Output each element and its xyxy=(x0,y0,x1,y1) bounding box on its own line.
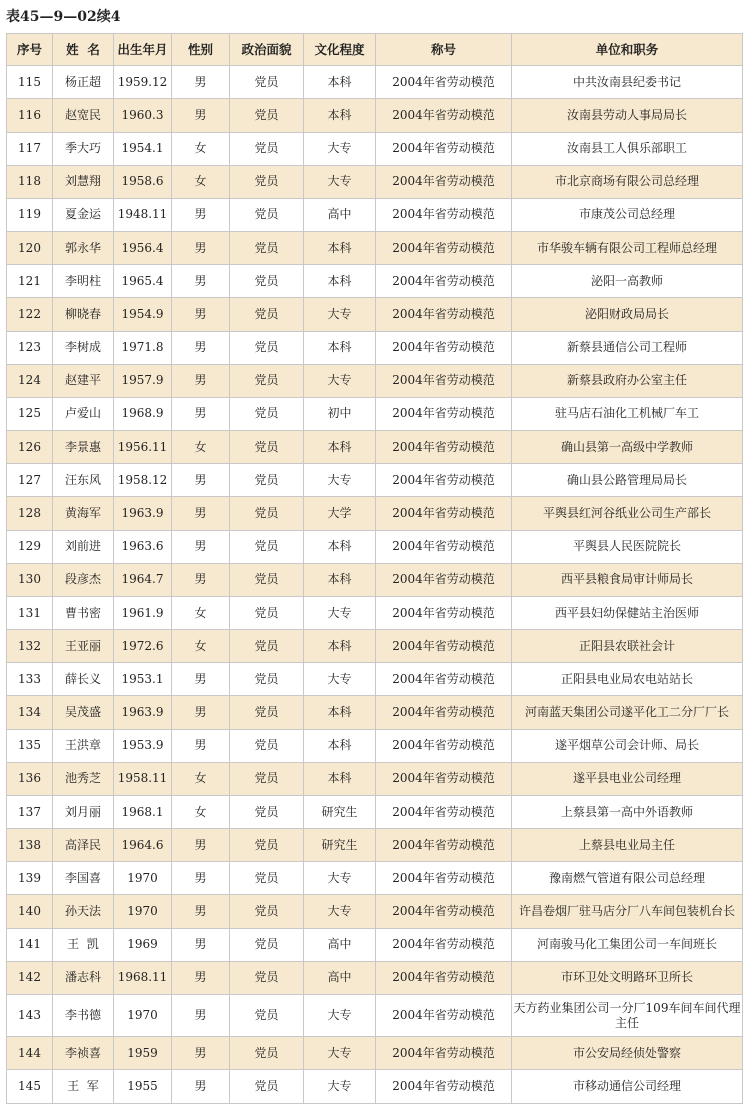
title-cell: 2004年省劳动模范 xyxy=(376,663,512,696)
education-cell: 本科 xyxy=(304,729,376,762)
birth-cell: 1965.4 xyxy=(114,265,172,298)
position-cell: 遂平烟草公司会计师、局长 xyxy=(512,729,743,762)
position-cell: 汝南县劳动人事局局长 xyxy=(512,99,743,132)
title-cell: 2004年省劳动模范 xyxy=(376,232,512,265)
index-cell: 140 xyxy=(7,895,53,928)
title-cell: 2004年省劳动模范 xyxy=(376,431,512,464)
position-cell: 泌阳财政局局长 xyxy=(512,298,743,331)
birth-cell: 1953.1 xyxy=(114,663,172,696)
title-cell: 2004年省劳动模范 xyxy=(376,530,512,563)
political-cell: 党员 xyxy=(230,994,304,1036)
position-cell: 市移动通信公司经理 xyxy=(512,1070,743,1104)
education-cell: 初中 xyxy=(304,397,376,430)
table-row xyxy=(7,829,743,862)
name-cell: 王 凯 xyxy=(53,928,114,961)
index-cell: 139 xyxy=(7,862,53,895)
position-cell: 新蔡县政府办公室主任 xyxy=(512,364,743,397)
index-cell: 126 xyxy=(7,431,53,464)
education-cell: 大专 xyxy=(304,364,376,397)
education-cell: 本科 xyxy=(304,99,376,132)
position-cell: 中共汝南县纪委书记 xyxy=(512,66,743,99)
header-cell-education: 文化程度 xyxy=(304,34,376,66)
political-cell: 党员 xyxy=(230,431,304,464)
index-cell: 132 xyxy=(7,630,53,663)
gender-cell: 女 xyxy=(172,762,230,795)
birth-cell: 1969 xyxy=(114,928,172,961)
title-cell: 2004年省劳动模范 xyxy=(376,928,512,961)
gender-cell: 男 xyxy=(172,928,230,961)
index-cell: 137 xyxy=(7,795,53,828)
position-cell: 上蔡县电业局主任 xyxy=(512,829,743,862)
birth-cell: 1972.6 xyxy=(114,630,172,663)
index-cell: 130 xyxy=(7,563,53,596)
index-cell: 131 xyxy=(7,596,53,629)
education-cell: 高中 xyxy=(304,928,376,961)
title-cell: 2004年省劳动模范 xyxy=(376,66,512,99)
education-cell: 大专 xyxy=(304,1037,376,1070)
education-cell: 本科 xyxy=(304,630,376,663)
position-cell: 市华骏车辆有限公司工程师总经理 xyxy=(512,232,743,265)
name-cell: 赵建平 xyxy=(53,364,114,397)
education-cell: 大学 xyxy=(304,497,376,530)
header-cell-name: 姓 名 xyxy=(53,34,114,66)
position-cell: 河南骏马化工集团公司一车间班长 xyxy=(512,928,743,961)
gender-cell: 男 xyxy=(172,994,230,1036)
political-cell: 党员 xyxy=(230,762,304,795)
education-cell: 高中 xyxy=(304,961,376,994)
index-cell: 141 xyxy=(7,928,53,961)
gender-cell: 男 xyxy=(172,66,230,99)
table-row xyxy=(7,762,743,795)
birth-cell: 1959.12 xyxy=(114,66,172,99)
position-cell: 泌阳一高教师 xyxy=(512,265,743,298)
name-cell: 杨正超 xyxy=(53,66,114,99)
education-cell: 本科 xyxy=(304,232,376,265)
table-row xyxy=(7,696,743,729)
name-cell: 李景惠 xyxy=(53,431,114,464)
political-cell: 党员 xyxy=(230,1037,304,1070)
political-cell: 党员 xyxy=(230,66,304,99)
title-cell: 2004年省劳动模范 xyxy=(376,1070,512,1104)
birth-cell: 1948.11 xyxy=(114,198,172,231)
name-cell: 王洪章 xyxy=(53,729,114,762)
position-cell: 许昌卷烟厂驻马店分厂八车间包装机台长 xyxy=(512,895,743,928)
gender-cell: 女 xyxy=(172,596,230,629)
index-cell: 115 xyxy=(7,66,53,99)
position-cell: 河南蓝天集团公司遂平化工二分厂厂长 xyxy=(512,696,743,729)
position-cell: 市康茂公司总经理 xyxy=(512,198,743,231)
table-row xyxy=(7,596,743,629)
table-row xyxy=(7,1037,743,1070)
birth-cell: 1957.9 xyxy=(114,364,172,397)
name-cell: 段彦杰 xyxy=(53,563,114,596)
education-cell: 大专 xyxy=(304,895,376,928)
table-row xyxy=(7,1070,743,1104)
education-cell: 本科 xyxy=(304,331,376,364)
position-cell: 西平县粮食局审计师局长 xyxy=(512,563,743,596)
gender-cell: 男 xyxy=(172,729,230,762)
birth-cell: 1958.11 xyxy=(114,762,172,795)
table-row xyxy=(7,663,743,696)
header-cell-title: 称号 xyxy=(376,34,512,66)
title-cell: 2004年省劳动模范 xyxy=(376,696,512,729)
education-cell: 研究生 xyxy=(304,795,376,828)
name-cell: 吴茂盛 xyxy=(53,696,114,729)
name-cell: 郭永华 xyxy=(53,232,114,265)
award-table xyxy=(6,33,743,1104)
title-cell: 2004年省劳动模范 xyxy=(376,961,512,994)
education-cell: 大专 xyxy=(304,596,376,629)
political-cell: 党员 xyxy=(230,298,304,331)
political-cell: 党员 xyxy=(230,1070,304,1104)
political-cell: 党员 xyxy=(230,99,304,132)
header-row xyxy=(7,34,743,66)
name-cell: 刘慧翔 xyxy=(53,165,114,198)
birth-cell: 1953.9 xyxy=(114,729,172,762)
gender-cell: 男 xyxy=(172,829,230,862)
name-cell: 赵宽民 xyxy=(53,99,114,132)
birth-cell: 1956.11 xyxy=(114,431,172,464)
index-cell: 120 xyxy=(7,232,53,265)
index-cell: 117 xyxy=(7,132,53,165)
position-cell: 平舆县红河谷纸业公司生产部长 xyxy=(512,497,743,530)
gender-cell: 男 xyxy=(172,563,230,596)
political-cell: 党员 xyxy=(230,331,304,364)
index-cell: 142 xyxy=(7,961,53,994)
birth-cell: 1960.3 xyxy=(114,99,172,132)
title-cell: 2004年省劳动模范 xyxy=(376,895,512,928)
name-cell: 薛长义 xyxy=(53,663,114,696)
table-row xyxy=(7,132,743,165)
position-cell: 豫南燃气管道有限公司总经理 xyxy=(512,862,743,895)
header-cell-political: 政治面貌 xyxy=(230,34,304,66)
title-cell: 2004年省劳动模范 xyxy=(376,132,512,165)
name-cell: 柳晓春 xyxy=(53,298,114,331)
gender-cell: 男 xyxy=(172,99,230,132)
table-row xyxy=(7,862,743,895)
gender-cell: 男 xyxy=(172,331,230,364)
table-row xyxy=(7,994,743,1036)
political-cell: 党员 xyxy=(230,397,304,430)
gender-cell: 男 xyxy=(172,232,230,265)
title-cell: 2004年省劳动模范 xyxy=(376,563,512,596)
birth-cell: 1961.9 xyxy=(114,596,172,629)
title-cell: 2004年省劳动模范 xyxy=(376,729,512,762)
title-cell: 2004年省劳动模范 xyxy=(376,497,512,530)
position-cell: 新蔡县通信公司工程师 xyxy=(512,331,743,364)
index-cell: 118 xyxy=(7,165,53,198)
education-cell: 大专 xyxy=(304,132,376,165)
name-cell: 曹书密 xyxy=(53,596,114,629)
table-row xyxy=(7,232,743,265)
title-cell: 2004年省劳动模范 xyxy=(376,99,512,132)
political-cell: 党员 xyxy=(230,232,304,265)
political-cell: 党员 xyxy=(230,596,304,629)
title-cell: 2004年省劳动模范 xyxy=(376,829,512,862)
table-row xyxy=(7,66,743,99)
title-cell: 2004年省劳动模范 xyxy=(376,630,512,663)
gender-cell: 男 xyxy=(172,530,230,563)
table-row xyxy=(7,928,743,961)
index-cell: 116 xyxy=(7,99,53,132)
birth-cell: 1970 xyxy=(114,994,172,1036)
position-cell: 市北京商场有限公司总经理 xyxy=(512,165,743,198)
birth-cell: 1964.7 xyxy=(114,563,172,596)
name-cell: 刘前进 xyxy=(53,530,114,563)
name-cell: 池秀芝 xyxy=(53,762,114,795)
political-cell: 党员 xyxy=(230,464,304,497)
birth-cell: 1970 xyxy=(114,895,172,928)
position-cell: 驻马店石油化工机械厂车工 xyxy=(512,397,743,430)
gender-cell: 男 xyxy=(172,895,230,928)
political-cell: 党员 xyxy=(230,895,304,928)
name-cell: 李树成 xyxy=(53,331,114,364)
political-cell: 党员 xyxy=(230,563,304,596)
name-cell: 李祯喜 xyxy=(53,1037,114,1070)
birth-cell: 1968.1 xyxy=(114,795,172,828)
index-cell: 127 xyxy=(7,464,53,497)
table-row xyxy=(7,895,743,928)
gender-cell: 女 xyxy=(172,795,230,828)
education-cell: 本科 xyxy=(304,431,376,464)
position-cell: 正阳县农联社会计 xyxy=(512,630,743,663)
table-row xyxy=(7,397,743,430)
index-cell: 122 xyxy=(7,298,53,331)
education-cell: 本科 xyxy=(304,563,376,596)
title-cell: 2004年省劳动模范 xyxy=(376,795,512,828)
gender-cell: 女 xyxy=(172,630,230,663)
political-cell: 党员 xyxy=(230,165,304,198)
position-cell: 汝南县工人俱乐部职工 xyxy=(512,132,743,165)
index-cell: 119 xyxy=(7,198,53,231)
table-row xyxy=(7,198,743,231)
position-cell: 确山县公路管理局局长 xyxy=(512,464,743,497)
political-cell: 党员 xyxy=(230,795,304,828)
gender-cell: 男 xyxy=(172,663,230,696)
header-cell-birth: 出生年月 xyxy=(114,34,172,66)
position-cell: 正阳县电业局农电站站长 xyxy=(512,663,743,696)
name-cell: 刘月丽 xyxy=(53,795,114,828)
index-cell: 138 xyxy=(7,829,53,862)
political-cell: 党员 xyxy=(230,696,304,729)
table-row xyxy=(7,99,743,132)
name-cell: 李明柱 xyxy=(53,265,114,298)
name-cell: 汪东风 xyxy=(53,464,114,497)
index-cell: 133 xyxy=(7,663,53,696)
birth-cell: 1970 xyxy=(114,862,172,895)
table-row xyxy=(7,265,743,298)
gender-cell: 男 xyxy=(172,298,230,331)
birth-cell: 1971.8 xyxy=(114,331,172,364)
education-cell: 大专 xyxy=(304,1070,376,1104)
header-cell-index: 序号 xyxy=(7,34,53,66)
name-cell: 夏金运 xyxy=(53,198,114,231)
table-row xyxy=(7,364,743,397)
table-row xyxy=(7,530,743,563)
birth-cell: 1963.6 xyxy=(114,530,172,563)
title-cell: 2004年省劳动模范 xyxy=(376,762,512,795)
political-cell: 党员 xyxy=(230,198,304,231)
index-cell: 125 xyxy=(7,397,53,430)
index-cell: 143 xyxy=(7,994,53,1036)
name-cell: 高泽民 xyxy=(53,829,114,862)
name-cell: 孙天法 xyxy=(53,895,114,928)
political-cell: 党员 xyxy=(230,729,304,762)
gender-cell: 男 xyxy=(172,862,230,895)
table-row xyxy=(7,464,743,497)
table-row xyxy=(7,331,743,364)
position-cell: 西平县妇幼保健站主治医师 xyxy=(512,596,743,629)
title-cell: 2004年省劳动模范 xyxy=(376,397,512,430)
position-cell: 市公安局经侦处警察 xyxy=(512,1037,743,1070)
table-row xyxy=(7,961,743,994)
name-cell: 潘志科 xyxy=(53,961,114,994)
name-cell: 李书德 xyxy=(53,994,114,1036)
gender-cell: 男 xyxy=(172,198,230,231)
gender-cell: 女 xyxy=(172,431,230,464)
header-cell-position: 单位和职务 xyxy=(512,34,743,66)
birth-cell: 1968.11 xyxy=(114,961,172,994)
political-cell: 党员 xyxy=(230,497,304,530)
education-cell: 本科 xyxy=(304,265,376,298)
name-cell: 王 军 xyxy=(53,1070,114,1104)
political-cell: 党员 xyxy=(230,364,304,397)
education-cell: 本科 xyxy=(304,66,376,99)
gender-cell: 男 xyxy=(172,464,230,497)
index-cell: 145 xyxy=(7,1070,53,1104)
birth-cell: 1955 xyxy=(114,1070,172,1104)
position-cell: 上蔡县第一高中外语教师 xyxy=(512,795,743,828)
table-row xyxy=(7,795,743,828)
education-cell: 研究生 xyxy=(304,829,376,862)
name-cell: 季大巧 xyxy=(53,132,114,165)
header-cell-gender: 性别 xyxy=(172,34,230,66)
table-row xyxy=(7,298,743,331)
title-cell: 2004年省劳动模范 xyxy=(376,265,512,298)
birth-cell: 1963.9 xyxy=(114,696,172,729)
title-cell: 2004年省劳动模范 xyxy=(376,198,512,231)
gender-cell: 男 xyxy=(172,364,230,397)
birth-cell: 1959 xyxy=(114,1037,172,1070)
title-cell: 2004年省劳动模范 xyxy=(376,165,512,198)
index-cell: 129 xyxy=(7,530,53,563)
political-cell: 党员 xyxy=(230,630,304,663)
gender-cell: 男 xyxy=(172,497,230,530)
name-cell: 卢爱山 xyxy=(53,397,114,430)
education-cell: 大专 xyxy=(304,298,376,331)
title-cell: 2004年省劳动模范 xyxy=(376,994,512,1036)
title-cell: 2004年省劳动模范 xyxy=(376,1037,512,1070)
name-cell: 李国喜 xyxy=(53,862,114,895)
education-cell: 大专 xyxy=(304,994,376,1036)
gender-cell: 男 xyxy=(172,961,230,994)
table-row xyxy=(7,497,743,530)
political-cell: 党员 xyxy=(230,530,304,563)
title-cell: 2004年省劳动模范 xyxy=(376,596,512,629)
name-cell: 王亚丽 xyxy=(53,630,114,663)
table-row xyxy=(7,563,743,596)
index-cell: 135 xyxy=(7,729,53,762)
birth-cell: 1956.4 xyxy=(114,232,172,265)
education-cell: 本科 xyxy=(304,696,376,729)
gender-cell: 男 xyxy=(172,265,230,298)
political-cell: 党员 xyxy=(230,961,304,994)
gender-cell: 男 xyxy=(172,1070,230,1104)
table-caption: 表45—9—02续4 xyxy=(6,9,121,25)
education-cell: 大专 xyxy=(304,862,376,895)
gender-cell: 男 xyxy=(172,397,230,430)
birth-cell: 1963.9 xyxy=(114,497,172,530)
education-cell: 大专 xyxy=(304,663,376,696)
title-cell: 2004年省劳动模范 xyxy=(376,364,512,397)
political-cell: 党员 xyxy=(230,663,304,696)
education-cell: 本科 xyxy=(304,530,376,563)
political-cell: 党员 xyxy=(230,265,304,298)
index-cell: 134 xyxy=(7,696,53,729)
political-cell: 党员 xyxy=(230,829,304,862)
name-cell: 黄海军 xyxy=(53,497,114,530)
table-row xyxy=(7,729,743,762)
political-cell: 党员 xyxy=(230,132,304,165)
title-cell: 2004年省劳动模范 xyxy=(376,464,512,497)
education-cell: 大专 xyxy=(304,165,376,198)
position-cell: 确山县第一高级中学教师 xyxy=(512,431,743,464)
education-cell: 大专 xyxy=(304,464,376,497)
gender-cell: 男 xyxy=(172,1037,230,1070)
gender-cell: 男 xyxy=(172,696,230,729)
education-cell: 高中 xyxy=(304,198,376,231)
gender-cell: 女 xyxy=(172,165,230,198)
political-cell: 党员 xyxy=(230,862,304,895)
title-cell: 2004年省劳动模范 xyxy=(376,298,512,331)
table-row xyxy=(7,431,743,464)
index-cell: 123 xyxy=(7,331,53,364)
position-cell: 天方药业集团公司一分厂109车间车间代理主任 xyxy=(512,994,743,1036)
position-cell: 遂平县电业公司经理 xyxy=(512,762,743,795)
education-cell: 本科 xyxy=(304,762,376,795)
index-cell: 121 xyxy=(7,265,53,298)
position-cell: 平舆县人民医院院长 xyxy=(512,530,743,563)
title-cell: 2004年省劳动模范 xyxy=(376,331,512,364)
birth-cell: 1958.12 xyxy=(114,464,172,497)
index-cell: 144 xyxy=(7,1037,53,1070)
table-row xyxy=(7,165,743,198)
birth-cell: 1968.9 xyxy=(114,397,172,430)
index-cell: 128 xyxy=(7,497,53,530)
birth-cell: 1954.9 xyxy=(114,298,172,331)
index-cell: 136 xyxy=(7,762,53,795)
index-cell: 124 xyxy=(7,364,53,397)
political-cell: 党员 xyxy=(230,928,304,961)
title-cell: 2004年省劳动模范 xyxy=(376,862,512,895)
birth-cell: 1958.6 xyxy=(114,165,172,198)
birth-cell: 1954.1 xyxy=(114,132,172,165)
gender-cell: 女 xyxy=(172,132,230,165)
table-row xyxy=(7,630,743,663)
position-cell: 市环卫处文明路环卫所长 xyxy=(512,961,743,994)
birth-cell: 1964.6 xyxy=(114,829,172,862)
